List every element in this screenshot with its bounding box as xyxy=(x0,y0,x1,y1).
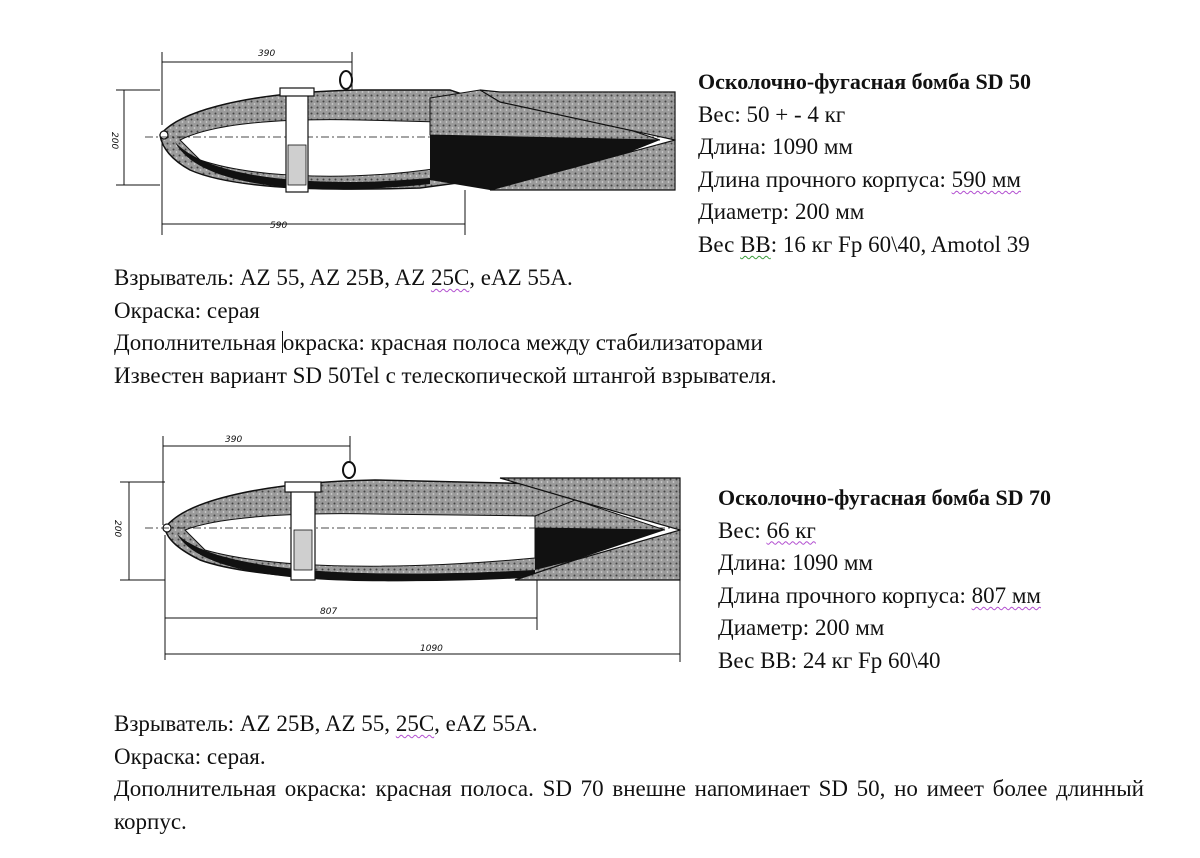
sd70-spec-body-length xyxy=(718,580,1051,613)
sd70-spec-explosive: Вес ВВ: 24 кг Fp 60\40 xyxy=(718,647,941,673)
sd50-notes-extra-paint xyxy=(114,327,777,360)
sd70-spec-diameter: Диаметр: 200 мм xyxy=(718,615,885,641)
sd70-notes-paint: Окраска: серая. xyxy=(114,743,266,769)
sd70-spec-weight-value: 66 кг xyxy=(766,517,816,543)
sd50-notes-fuze-prefix: Взрыватель: AZ 55, AZ 25B, AZ xyxy=(114,265,431,290)
sd50-dim-bottom-label: 590 xyxy=(270,221,288,231)
sd50-notes-fuze-mark: 25C xyxy=(430,265,470,290)
sd50-suspension-lug xyxy=(340,71,352,89)
sd70-spec-body-length-value: 807 мм xyxy=(971,582,1041,608)
sd70-fuze-body xyxy=(294,530,312,570)
sd70-suspension-lug xyxy=(343,462,355,478)
sd50-notes-fuze-suffix: , eAZ 55A. xyxy=(469,265,573,290)
sd70-notes-extra: Дополнительная окраска: красная полоса. SD 70 внешне напоминает SD 50, но имеет более длинный корпус. xyxy=(114,776,1144,834)
sd50-spec-weight: Вес: 50 + - 4 кг xyxy=(698,101,846,127)
sd70-spec-title: Осколочно-фугасная бомба SD 70 xyxy=(718,485,1052,510)
sd50-spec-diameter: Диаметр: 200 мм xyxy=(698,199,865,225)
sd70-drawing xyxy=(105,430,695,665)
sd50-notes-fuze xyxy=(114,262,777,295)
sd50-fuze-head xyxy=(280,88,314,96)
sd70-dim-total-label: 1090 xyxy=(420,644,443,654)
sd70-fuze-head xyxy=(285,482,321,492)
sd50-notes-extra-paint-b: окраска: красная полоса между стабилизаторами xyxy=(282,330,763,355)
sd70-drawing-svg xyxy=(105,430,695,665)
sd50-nose-tip xyxy=(160,131,168,139)
sd70-notes-fuze-suffix: , eAZ 55A. xyxy=(434,711,538,736)
sd50-dim-dia-label: 200 xyxy=(109,132,119,150)
sd70-notes-fuze xyxy=(114,708,1144,741)
sd50-notes-variant: Известен вариант SD 50Tel с телескопической штангой взрывателя. xyxy=(114,362,777,388)
sd50-notes xyxy=(114,262,777,392)
sd70-spec-block xyxy=(718,482,1051,678)
sd50-notes-extra-paint-a: Дополнительная xyxy=(114,330,282,355)
sd70-notes-fuze-prefix: Взрыватель: AZ 25B, AZ 55, xyxy=(114,711,396,736)
sd70-spec-weight xyxy=(718,515,1051,548)
sd70-spec-length: Длина: 1090 мм xyxy=(718,550,873,576)
sd50-drawing xyxy=(100,40,690,245)
sd70-dim-top-label: 390 xyxy=(225,435,243,445)
sd50-spec-length: Длина: 1090 мм xyxy=(698,134,853,160)
sd50-notes-paint: Окраска: серая xyxy=(114,297,260,323)
sd70-spec-body-length-label: Длина прочного корпуса: xyxy=(718,582,972,608)
sd70-spec-weight-label: Вес: xyxy=(718,517,767,543)
sd70-notes-fuze-mark: 25C xyxy=(395,711,435,736)
sd50-spec-body-length xyxy=(698,164,1031,197)
sd70-dim-body-label: 807 xyxy=(320,607,338,617)
sd50-spec-block xyxy=(698,66,1031,262)
sd50-drawing-svg xyxy=(100,40,690,245)
sd70-notes xyxy=(114,708,1144,838)
sd50-dim-top-label: 390 xyxy=(258,49,276,59)
sd50-fuze-body xyxy=(288,145,306,185)
sd70-dim-dia-label: 200 xyxy=(112,520,122,538)
sd50-spec-explosive xyxy=(698,229,1031,262)
sd50-spec-title: Осколочно-фугасная бомба SD 50 xyxy=(698,69,1032,94)
sd50-spec-body-length-value: 590 мм xyxy=(951,166,1021,192)
sd50-spec-explosive-rest: : 16 кг Fp 60\40, Amotol 39 xyxy=(770,231,1030,257)
sd50-spec-body-length-label: Длина прочного корпуса: xyxy=(698,166,952,192)
sd50-spec-explosive-prefix: Вес xyxy=(698,231,741,257)
sd50-spec-explosive-bb: ВВ xyxy=(740,231,771,257)
